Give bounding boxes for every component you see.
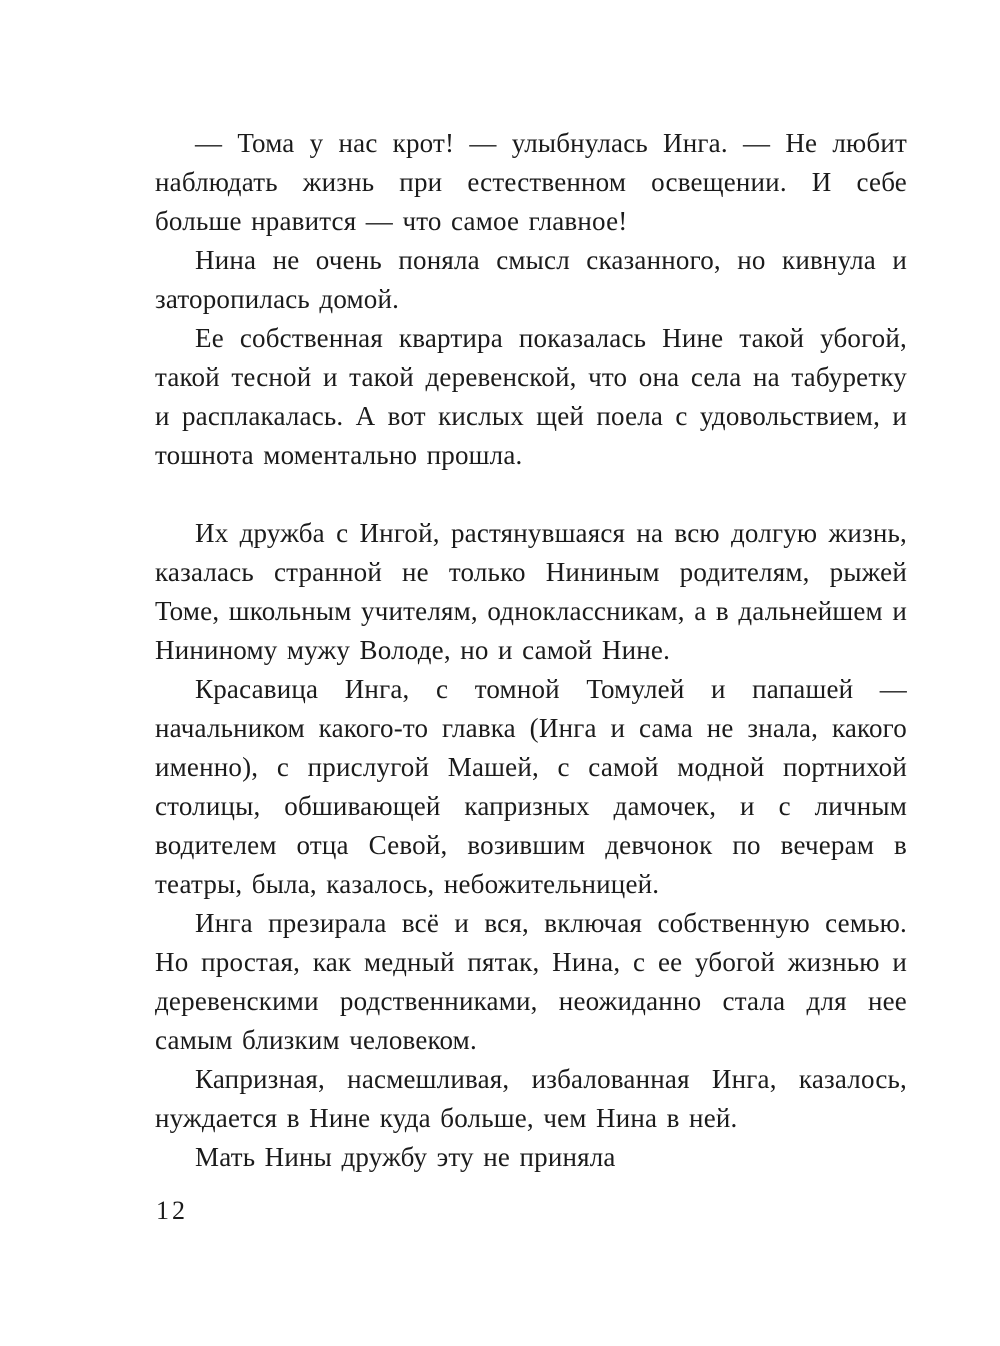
page-number: 12 bbox=[156, 1196, 188, 1225]
paragraph: Мать Нины дружбу эту не приняла bbox=[195, 1142, 616, 1172]
paragraph: Нина не очень поняла смысл сказанного, но кивнула и заторопилась домой. bbox=[155, 245, 907, 314]
section-break bbox=[155, 475, 907, 514]
paragraph: Ее собственная квартира показалась Нине такой убогой, такой тесной и такой деревенской, что она села на табуретку и расплакалась. А вот кислых щей поела с удовольствием, и тошнота моментально прошла. bbox=[155, 323, 907, 470]
paragraph: — Тома у нас крот! — улыбнулась Инга. — Не любит наблюдать жизнь при естественном освещении. И себе больше нравится — что самое главное! bbox=[155, 128, 907, 236]
text-block bbox=[155, 124, 907, 1177]
paragraph: Капризная, насмешливая, избалованная Инга, казалось, нуждается в Нине куда больше, чем Нина в ней. bbox=[155, 1064, 907, 1133]
paragraph: Их дружба с Ингой, растянувшаяся на всю долгую жизнь, казалась странной не только Нининым родителям, рыжей Томе, школьным учителям, одноклассникам, а в дальнейшем и Нининому мужу Володе, но и самой Нине. bbox=[155, 518, 907, 665]
paragraph: Инга презирала всё и вся, включая собственную семью. Но простая, как медный пятак, Нина, с ее убогой жизнью и деревенскими родственниками, неожиданно стала для нее самым близким человеком. bbox=[155, 908, 907, 1055]
paragraph: Красавица Инга, с томной Томулей и папашей — начальником какого-то главка (Инга и сама не знала, какого именно), с прислугой Машей, с самой модной портнихой столицы, обшивающей капризных дамочек, и с личным водителем отца Севой, возившим девчонок по вечерам в театры, была, казалось, небожительницей. bbox=[155, 674, 907, 899]
